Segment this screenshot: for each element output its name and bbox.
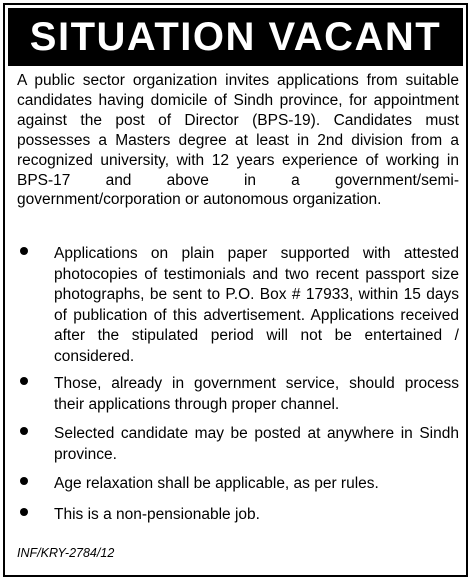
conditions-list bbox=[17, 244, 459, 525]
bullet-icon bbox=[20, 427, 28, 435]
condition-item bbox=[17, 374, 459, 415]
headline: SITUATION VACANT bbox=[29, 15, 442, 59]
bullet-icon bbox=[20, 247, 28, 255]
headline-banner bbox=[8, 8, 463, 66]
condition-item bbox=[17, 474, 459, 495]
intro-paragraph: A public sector organization invites applications from suitable candidates having domicile of Sindh province, for appointment against the post of Director (BPS-19). Candidates must possesses a Masters degree at least in 2nd division from a recognized university, with 12 years experience of working in BPS-17 and above in a government/semi-government/corporation or autonomous organization. bbox=[17, 72, 459, 209]
bullet-icon bbox=[20, 508, 28, 516]
condition-text: Selected candidate may be posted at anywhere in Sindh province. bbox=[54, 425, 459, 463]
advertisement-frame bbox=[3, 3, 468, 577]
condition-item bbox=[17, 424, 459, 465]
condition-text: This is a non-pensionable job. bbox=[54, 505, 260, 523]
condition-text: Age relaxation shall be applicable, as per rules. bbox=[54, 475, 379, 492]
bullet-icon bbox=[20, 477, 28, 485]
condition-text: Those, already in government service, should process their applications through proper channel. bbox=[54, 375, 459, 413]
condition-item bbox=[17, 244, 459, 367]
condition-item bbox=[17, 505, 459, 526]
reference-code: INF/KRY-2784/12 bbox=[17, 546, 115, 560]
condition-text: Applications on plain paper supported with attested photocopies of testimonials and two recent passport size photographs, be sent to P.O. Box # 17933, within 15 days of publication of this advertisement. Applications received after the stipulated period will not be entertained / considered. bbox=[54, 245, 459, 365]
bullet-icon bbox=[20, 377, 28, 385]
